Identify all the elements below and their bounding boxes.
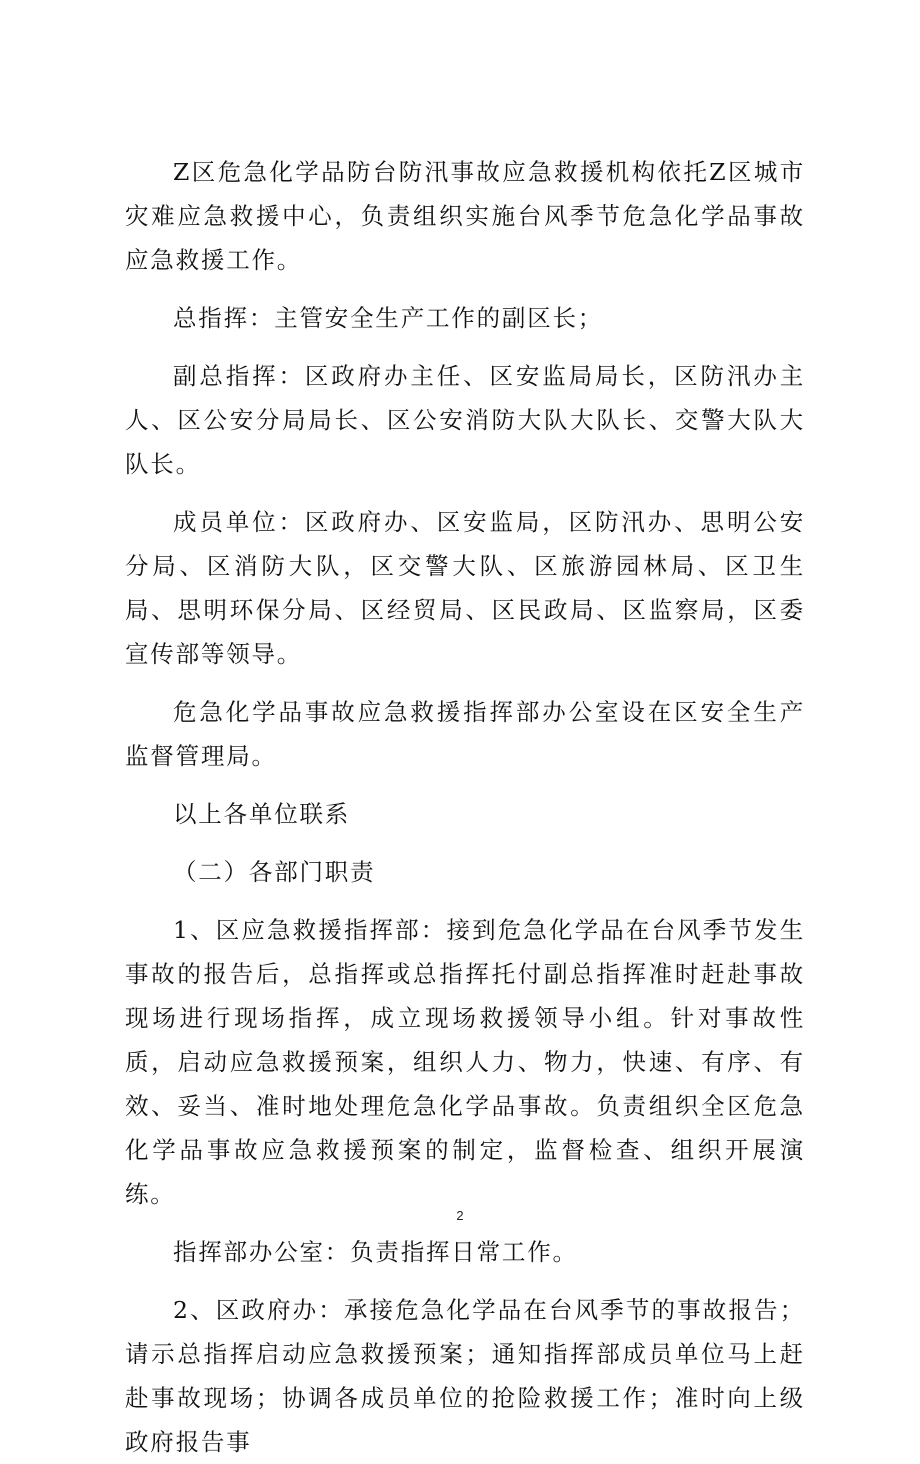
paragraph-member-units: 成员单位：区政府办、区安监局，区防汛办、思明公安分局、区消防大队，区交警大队、区旅游园林局、区卫生局、思明环保分局、区经贸局、区民政局、区监察局，区委宣传部等领导。 [125, 508, 805, 668]
paragraph-command-office: 指挥部办公室：负责指挥日常工作。 [173, 1238, 578, 1266]
paragraph-duty-government-office: 2、区政府办：承接危急化学品在台风季节的事故报告；请示总指挥启动应急救援预案；通知指挥部成员单位马上赶赴事故现场；协调各成员单位的抢险救援工作；准时向上级政府报告事 [125, 1296, 805, 1456]
page-number: 2 [456, 1208, 464, 1223]
paragraph-contacts: 以上各单位联系 [173, 800, 351, 828]
paragraph-organization: Z区危急化学品防台防汛事故应急救援机构依托Z区城市灾难应急救援中心，负责组织实施台风季节危急化学品事故应急救援工作。 [125, 158, 805, 274]
paragraph-duty-command: 1、区应急救援指挥部：接到危急化学品在台风季节发生事故的报告后，总指挥或总指挥托付副总指挥准时赶赴事故现场进行现场指挥，成立现场救援领导小组。针对事故性质，启动应急救援预案，组织人力、物力，快速、有序、有效、妥当、准时地处理危急化学品事故。负责组织全区危急化学品事故应急救援预案的制定，监督检查、组织开展演练。 [125, 916, 805, 1208]
paragraph-office-location: 危急化学品事故应急救援指挥部办公室设在区安全生产监督管理局。 [125, 698, 805, 770]
paragraph-commander: 总指挥：主管安全生产工作的副区长； [173, 304, 604, 332]
section-heading-duties: （二）各部门职责 [173, 858, 376, 886]
document-body [125, 150, 805, 1464]
paragraph-deputy-commander: 副总指挥：区政府办主任、区安监局局长，区防汛办主人、区公安分局局长、区公安消防大队大队长、交警大队大队长。 [125, 362, 805, 478]
